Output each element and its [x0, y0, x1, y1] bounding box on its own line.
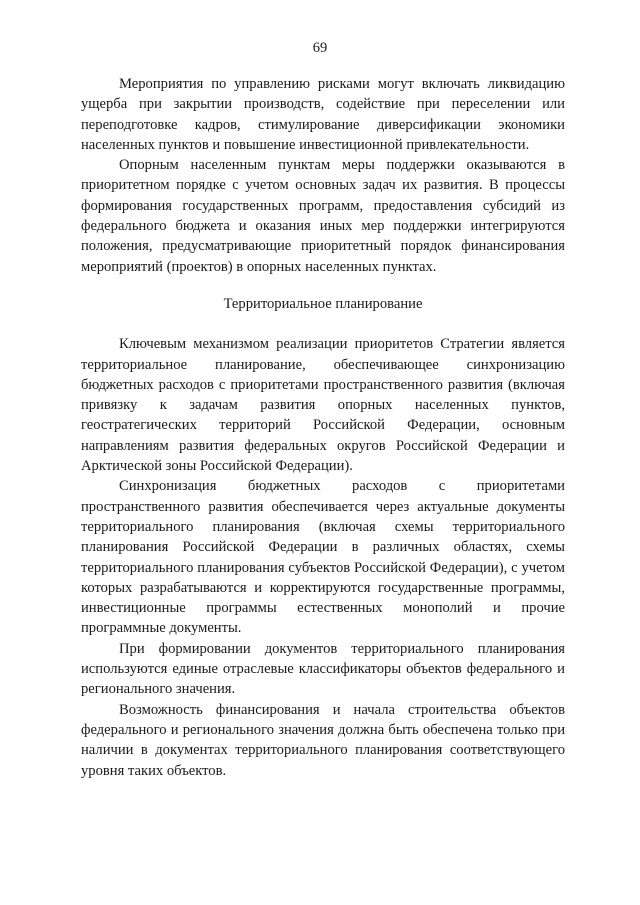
paragraph-support-priority: Опорным населенным пунктам меры поддержки оказываются в приоритетном порядке с учетом основных задач их развития. В процессы формирования государственных программ, предоставления субсидий из федерального бюджета и оказания иных мер поддержки интегрируются положения, предусматривающие приоритетный порядок финансирования мероприятий (проектов) в опорных населенных пунктах.: [81, 157, 565, 275]
section-heading: Территориальное планирование: [223, 295, 423, 312]
paragraph-financing-condition: Возможность финансирования и начала строительства объектов федерального и регионального значения должна быть обеспечена только при наличии в документах территориального планирования соответствующего уровня таких объектов.: [81, 701, 565, 779]
paragraph-synchronization: Синхронизация бюджетных расходов с приоритетами пространственного развития обеспечивается через актуальные документы территориального планирования (включая схемы территориального планирования Российской Федерации в различных областях, схемы территориального планирования субъектов Российской Федерации), с учетом которых разрабатываются и корректируются государственные программы, инвестиционные программы естественных монополий и прочие программные документы.: [81, 478, 565, 637]
paragraph-risk-measures: Мероприятия по управлению рисками могут включать ликвидацию ущерба при закрытии производств, содействие при переселении или переподготовке кадров, стимулирование диверсификации экономики населенных пунктов и повышение инвестиционной привлекательности.: [81, 76, 565, 153]
page-number: 69: [312, 40, 328, 56]
page-body: [81, 74, 565, 781]
paragraph-classifiers: При формировании документов территориального планирования используются единые отраслевые классификаторы объектов федерального и регионального значения.: [81, 640, 565, 698]
paragraph-key-mechanism: Ключевым механизмом реализации приоритетов Стратегии является территориальное планирование, обеспечивающее синхронизацию бюджетных расходов с приоритетами пространственного развития (включая привязку к задачам развития опорных населенных пунктов, геостратегических территорий Российской Федерации, основным направлениям развития федеральных округов Российской Федерации и Арктической зоны Российской Федерации).: [81, 336, 565, 475]
